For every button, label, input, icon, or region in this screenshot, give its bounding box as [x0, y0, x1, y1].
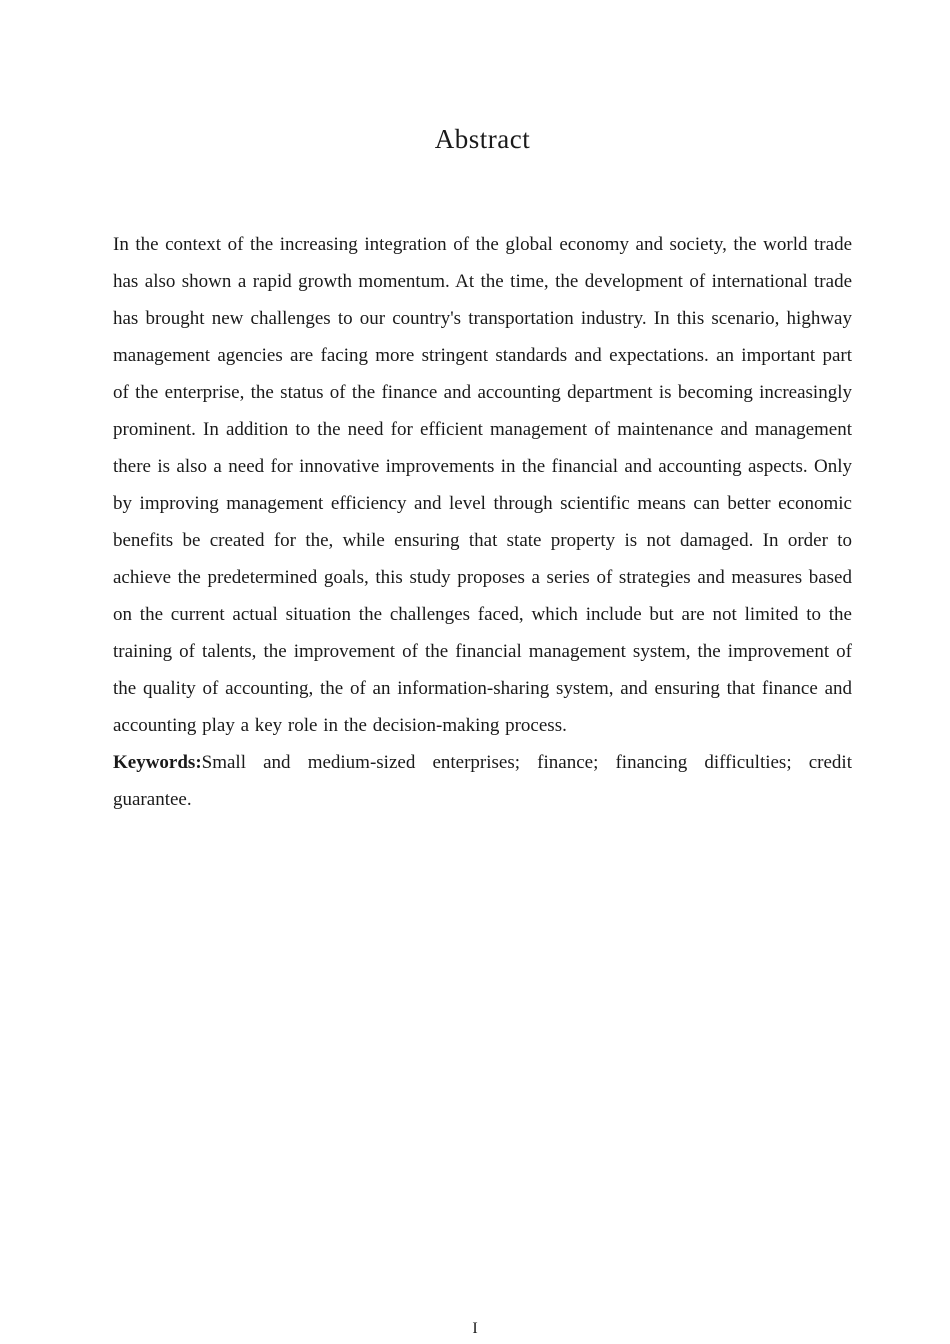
- abstract-content: [113, 226, 852, 818]
- page-title: Abstract: [434, 124, 531, 154]
- keywords-text: Small and medium-sized enterprises; finance; financing difficulties; credit guarantee.: [113, 752, 852, 810]
- keywords-label: Keywords:: [113, 752, 202, 773]
- keywords-paragraph: [113, 744, 852, 818]
- page-number: I: [472, 1320, 478, 1337]
- abstract-paragraph: In the context of the increasing integration of the global economy and society, the world trade has also shown a rapid growth momentum. At the time, the development of international trade has brought new challenges to our country's transportation industry. In this scenario, highway management agencies are facing more stringent standards and expectations. an important part of the enterprise, the status of the finance and accounting department is becoming increasingly prominent. In addition to the need for efficient management of maintenance and management there is also a need for innovative improvements in the financial and accounting aspects. Only by improving management efficiency and level through scientific means can better economic benefits be created for the, while ensuring that state property is not damaged. In order to achieve the predetermined goals, this study proposes a series of strategies and measures based on the current actual situation the challenges faced, which include but are not limited to the training of talents, the improvement of the financial management system, the improvement of the quality of accounting, the of an information-sharing system, and ensuring that finance and accounting play a key role in the decision-making process.: [113, 234, 852, 736]
